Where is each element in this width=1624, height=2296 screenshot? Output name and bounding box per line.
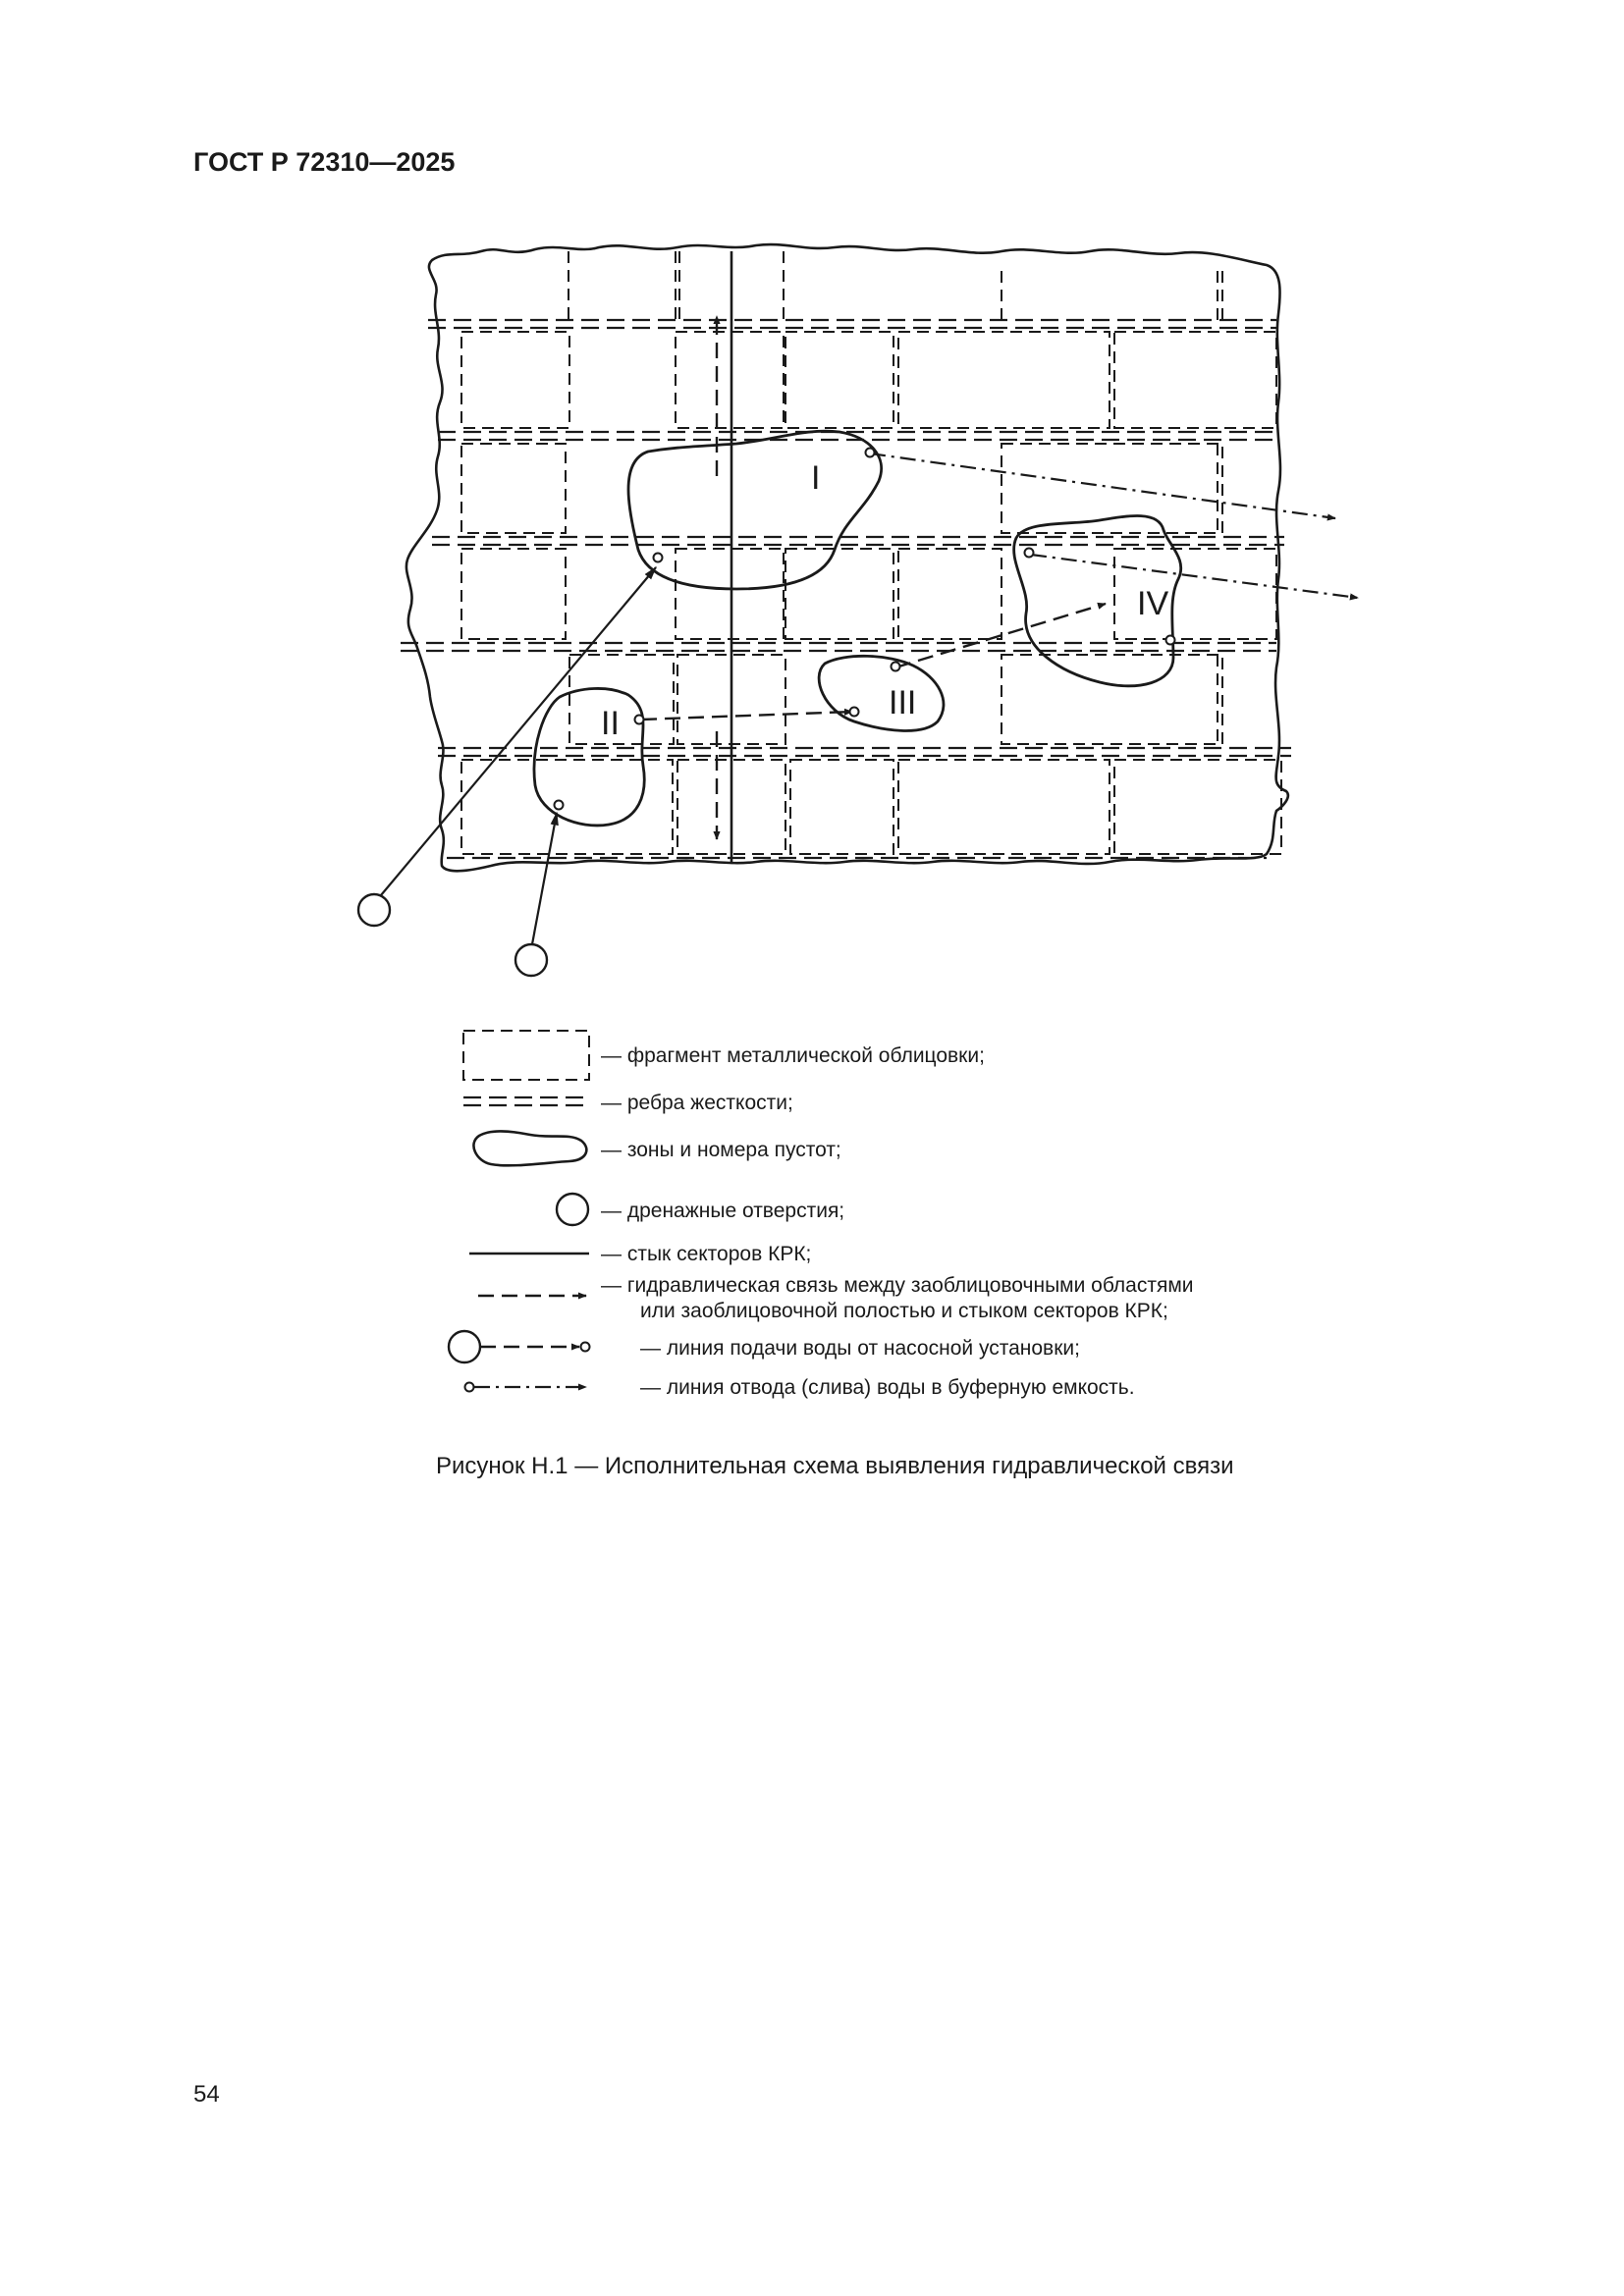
void-1 [628, 431, 882, 589]
document-header: ГОСТ Р 72310—2025 [193, 147, 456, 177]
legend-text-hydraulic-line1: — гидравлическая связь между заоблицовочными областями [601, 1274, 1194, 1297]
legend-text-drainage-holes: — дренажные отверстия; [601, 1200, 845, 1222]
void-3 [819, 656, 944, 730]
page-number: 54 [193, 2081, 220, 2108]
void-label-4: IV [1137, 585, 1169, 622]
legend-text-drain: — линия отвода (слива) воды в буферную емкость. [640, 1376, 1135, 1399]
legend [449, 1031, 1194, 1399]
void-label-3: III [889, 684, 917, 721]
void-2 [534, 688, 644, 826]
void-label-2: II [601, 705, 620, 742]
figure-caption: Рисунок Н.1 — Исполнительная схема выявления гидравлической связи [436, 1453, 1234, 1479]
legend-text-hydraulic-line2: или заоблицовочной полостью и стыком секторов КРК; [640, 1300, 1168, 1322]
legend-text-voids: — зоны и номера пустот; [601, 1139, 841, 1161]
legend-text-ribs: — ребра жесткости; [601, 1092, 793, 1114]
drainage-hole-2 [515, 944, 547, 976]
legend-text-facing: — фрагмент металлической облицовки; [601, 1044, 985, 1067]
drainage-holes [358, 894, 547, 976]
legend-text-supply: — линия подачи воды от насосной установки; [640, 1337, 1080, 1360]
legend-text-sector-joint: — стык секторов КРК; [601, 1243, 812, 1265]
drainage-hole-1 [358, 894, 390, 926]
void-label-1: I [811, 459, 821, 497]
voids [534, 431, 1181, 826]
